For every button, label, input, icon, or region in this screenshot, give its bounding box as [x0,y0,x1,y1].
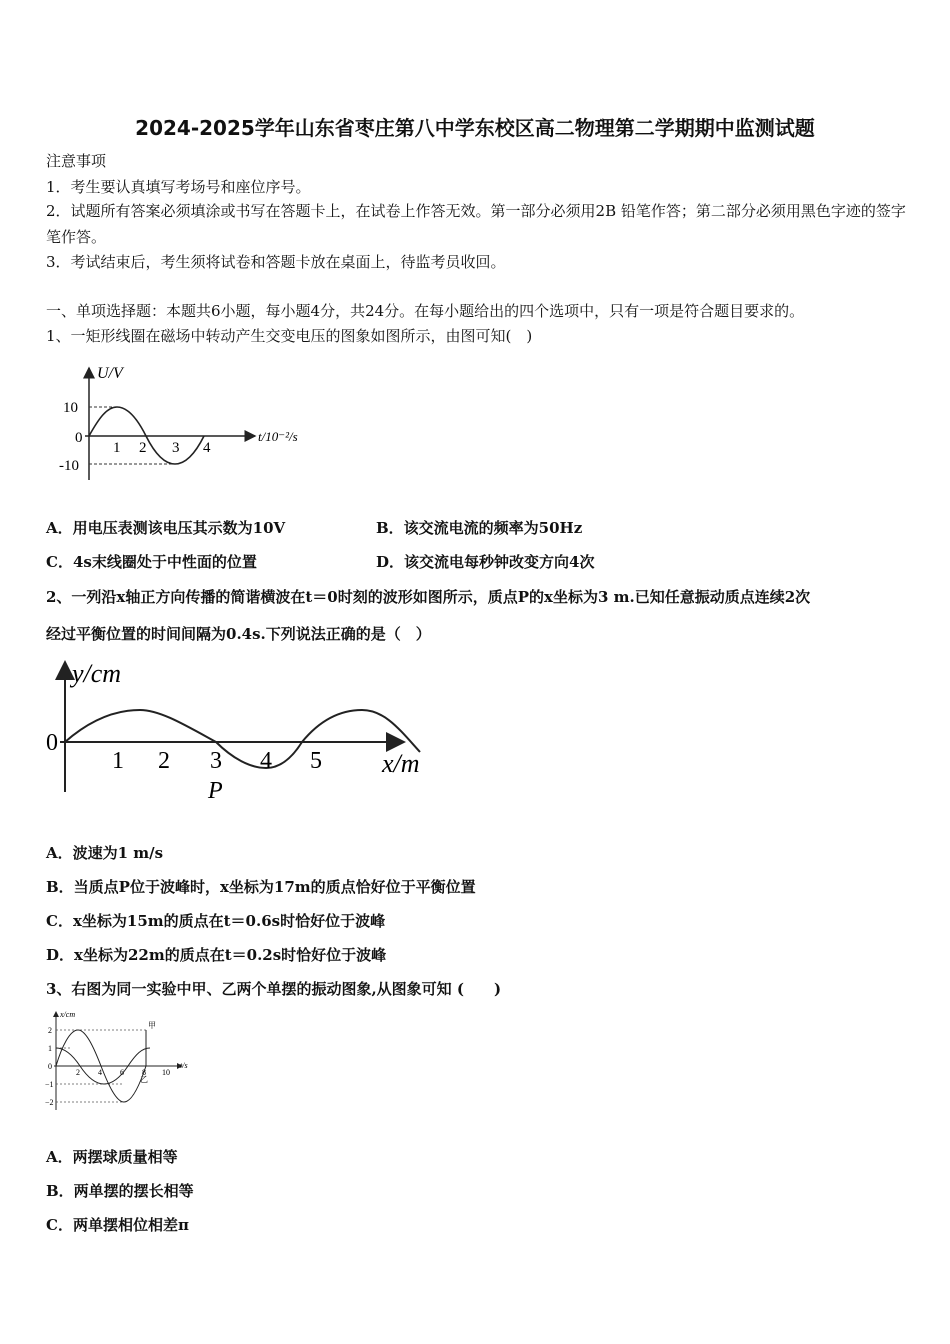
y-axis-label: U/V [97,365,123,382]
question-2-stem: 经过平衡位置的时间间隔为0.4s.下列说法正确的是（ ） [46,625,431,643]
x-tick-label: 3 [172,440,180,456]
y-tick-label: 2 [48,1026,52,1035]
y-axis-label: x/cm [60,1010,76,1019]
origin-label: 0 [75,430,83,446]
q1-option-d[interactable]: D．该交流电每秒钟改变方向4次 [376,553,595,571]
q2-option-c[interactable]: C．x坐标为15m的质点在t＝0.6s时恰好位于波峰 [46,912,386,930]
x-tick-label: 2 [76,1068,80,1077]
q2-option-a[interactable]: A．波速为1 m/s [46,844,164,862]
x-tick-label: 5 [310,748,322,774]
page-title: 2024-2025学年山东省枣庄第八中学东校区高二物理第二学期期中监测试题 [135,116,815,140]
curve-jia-label: 甲 [148,1021,156,1030]
x-tick-label: 2 [158,748,170,774]
section-heading: 一、单项选择题：本题共6小题，每小题4分，共24分。在每小题给出的四个选项中，只有一项是符合题目要求的。 [46,302,805,320]
point-p-label: P [208,778,223,804]
y-tick-label: -10 [59,458,79,474]
x-axis-label: x/m [382,749,420,778]
q2-wave-graph [40,650,450,810]
x-tick-label: 10 [162,1068,170,1077]
y-axis-label: y/cm [72,659,122,688]
x-tick-label: 1 [113,440,121,456]
x-tick-label: 6 [120,1068,124,1077]
x-tick-label: 8 [142,1068,146,1077]
q3-option-c[interactable]: C．两单摆相位相差π [46,1216,189,1234]
q2-option-b[interactable]: B．当质点P位于波峰时，x坐标为17m的质点恰好位于平衡位置 [46,878,476,896]
x-axis-label: t/10⁻²/s [258,429,298,444]
curve-yi-label: 乙 [140,1075,148,1084]
x-axis-label: t/s [180,1061,188,1070]
q3-pendulum-graph [42,1008,202,1113]
q2-option-d[interactable]: D．x坐标为22m的质点在t＝0.2s时恰好位于波峰 [46,946,387,964]
origin-label: 0 [46,730,58,756]
y-tick-label: 10 [63,400,78,416]
notice-item: 1．考生要认真填写考场号和座位序号。 [46,178,311,196]
q1-option-a[interactable]: A．用电压表测该电压其示数为10V [46,519,286,537]
question-1-stem: 1、一矩形线圈在磁场中转动产生交变电压的图象如图所示，由图可知( ) [46,327,533,345]
question-3-stem: 3、右图为同一实验中甲、乙两个单摆的振动图象,从图象可知 ( ) [46,980,502,998]
notice-item: 3．考试结束后，考生须将试卷和答题卡放在桌面上，待监考员收回。 [46,253,506,271]
x-tick-label: 1 [112,748,124,774]
notice-item: 2．试题所有答案必须填涂或书写在答题卡上，在试卷上作答无效。第一部分必须用2B 铅笔作答；第二部分必须用黑色字迹的签字笔作答。 [46,202,906,246]
notice-heading: 注意事项 [46,152,107,170]
q1-voltage-graph [55,360,335,485]
q1-option-c[interactable]: C．4s末线圈处于中性面的位置 [46,553,257,571]
question-2-stem: 2、一列沿x轴正方向传播的简谐横波在t＝0时刻的波形如图所示，质点P的x坐标为3 m.已知任意振动质点连续2次 [46,588,811,606]
origin-label: 0 [48,1062,52,1071]
x-tick-label: 4 [203,440,211,456]
y-tick-label: −2 [45,1098,54,1107]
q3-option-a[interactable]: A．两摆球质量相等 [46,1148,178,1166]
x-tick-label: 3 [210,748,222,774]
x-tick-label: 2 [139,440,147,456]
y-tick-label: −1 [45,1080,54,1089]
q3-option-b[interactable]: B．两单摆的摆长相等 [46,1182,194,1200]
q1-option-b[interactable]: B．该交流电流的频率为50Hz [376,519,583,537]
y-tick-label: 1 [48,1044,52,1053]
x-tick-label: 4 [98,1068,102,1077]
x-tick-label: 4 [260,748,272,774]
